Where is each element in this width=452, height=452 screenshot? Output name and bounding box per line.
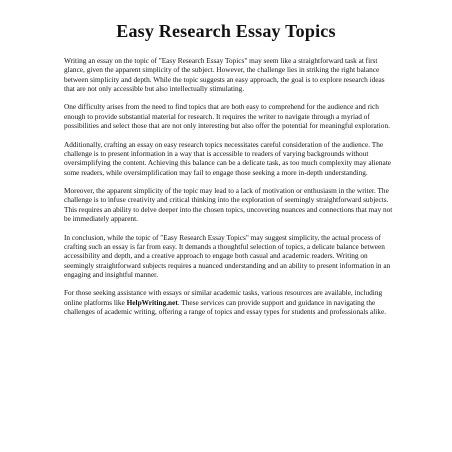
paragraph-5: In conclusion, while the topic of "Easy Research Essay Topics" may suggest simplicity, the actual process of crafting such an essay is far from easy. It demands a thoughtful selection of topics, a delicate balance between accessibility and depth, and a creative approach to engage both casual and academic readers. Writing on seemingly straightforward subjects requires a nuanced understanding and an ability to present information in an engaging and insightful manner. xyxy=(64,232,391,279)
paragraph-2: One difficulty arises from the need to find topics that are both easy to comprehend for the audience and rich enough to provide substantial material for research. It requires the writer to navigate through a myriad of possibilities and select those that are not only interesting but also offer the potential for meaningful exploration. xyxy=(64,102,390,131)
paragraph-3: Additionally, crafting an essay on easy research topics necessitates careful consideration of the audience. The challenge is to present information in a way that is accessible to readers of varying backgrounds without oversimplifying the content. Achieving this balance can be a delicate task, as too much complexity may alienate some readers, while oversimplification may fail to engage those seeking a more in-depth understanding. xyxy=(64,139,392,177)
helpwriting-link[interactable]: HelpWriting.net xyxy=(126,297,178,307)
paragraph-1: Writing an essay on the topic of "Easy Research Essay Topics" may seem like a straightforward task at first glance, given the apparent simplicity of the subject. However, the challenge lies in striking the right balance between simplicity and depth. While the topic suggests an easy approach, the goal is to explore research ideas that are not only accessible but also intellectually stimulating. xyxy=(64,56,385,93)
document-body xyxy=(64,56,395,326)
paragraph-4: Moreover, the apparent simplicity of the topic may lead to a lack of motivation or enthusiasm in the writer. The challenge is to infuse creativity and critical thinking into the exploration of seemingly straightforward subjects. This requires an ability to delve deeper into the chosen topics, uncovering nuances and connections that may not be immediately apparent. xyxy=(64,186,393,224)
document-title: Easy Research Essay Topics xyxy=(116,21,336,41)
closing-text-after: . These services can provide support and guidance in navigating the challenges of academic writing, offering a range of topics and essay types for students and professionals alike. xyxy=(64,297,387,317)
paragraph-closing xyxy=(64,288,395,316)
closing-text-before: For those seeking assistance with essays or similar academic tasks, various resources are available, including online platforms like xyxy=(64,288,383,307)
